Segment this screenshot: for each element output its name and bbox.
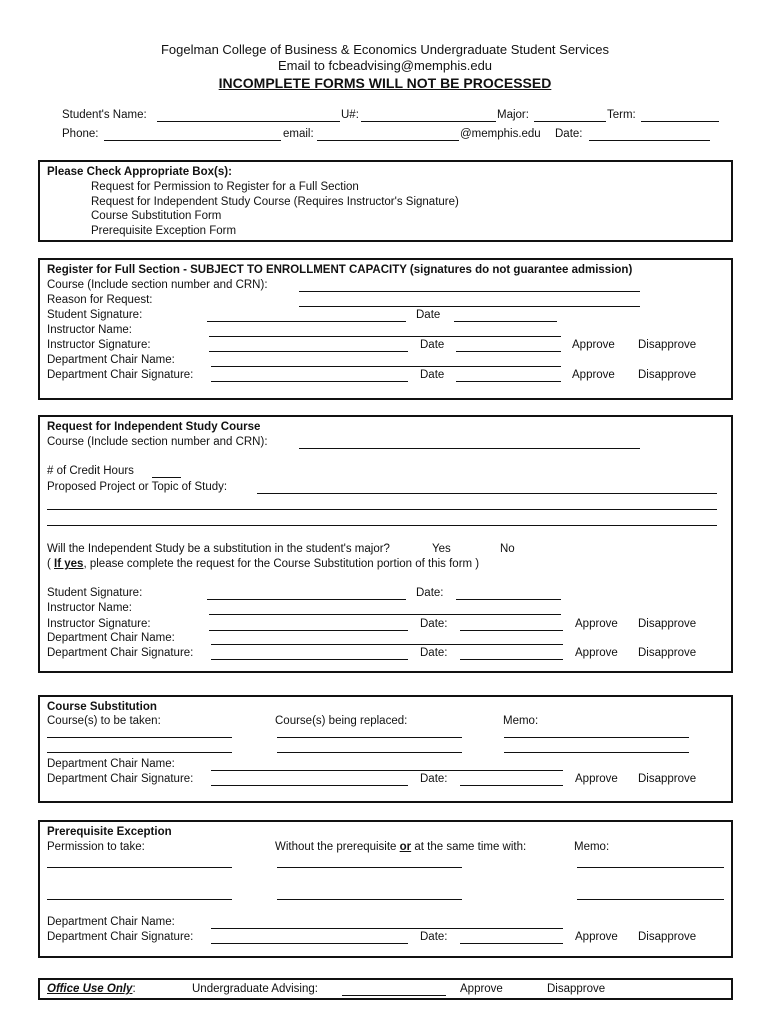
full-reason-field[interactable] [299,306,640,307]
independent-course-field[interactable] [299,448,640,449]
full-instructor-date-label: Date [420,339,445,351]
full-section-title: Register for Full Section - SUBJECT TO ENROLLMENT CAPACITY (signatures do not guarantee admission) [47,264,633,276]
phone-field[interactable] [104,140,281,141]
advising-field[interactable] [342,995,446,996]
permission-to-take-label: Permission to take: [47,841,145,853]
full-instructor-name-label: Instructor Name: [47,324,132,336]
office-use-label: Office Use Only: [47,983,136,995]
substitution-memo-field-2[interactable] [504,752,689,753]
independent-course-label: Course (Include section number and CRN): [47,436,268,448]
full-student-sig-field[interactable] [207,321,406,322]
check-option-course-substitution[interactable]: Course Substitution Form [91,210,222,222]
substitution-memo-label: Memo: [503,715,539,727]
substitution-yes[interactable]: Yes [432,543,451,555]
u-number-field[interactable] [361,121,496,122]
course-substitution-box [38,695,733,803]
office-use-box [38,978,733,1000]
student-date-label: Date: [555,128,583,140]
prerequisite-chair-name-label: Department Chair Name: [47,916,175,928]
project-label: Proposed Project or Topic of Study: [47,481,228,493]
major-field[interactable] [534,121,606,122]
independent-chair-sig-field[interactable] [211,659,408,660]
independent-chair-name-label: Department Chair Name: [47,632,175,644]
full-student-sig-label: Student Signature: [47,309,143,321]
courses-taken-field-1[interactable] [47,737,232,738]
check-option-full-section[interactable]: Request for Permission to Register for a Full Section [91,181,359,193]
major-label: Major: [497,109,529,121]
independent-chair-sig-label: Department Chair Signature: [47,647,194,659]
full-instructor-approve[interactable]: Approve [572,339,615,351]
substitution-question: Will the Independent Study be a substitution in the student's major? [47,543,390,555]
substitution-chair-sig-field[interactable] [211,785,408,786]
independent-student-sig-field[interactable] [207,599,406,600]
project-field-3[interactable] [47,525,717,526]
term-label: Term: [607,109,636,121]
substitution-disapprove[interactable]: Disapprove [638,773,697,785]
full-chair-sig-label: Department Chair Signature: [47,369,194,381]
full-chair-name-label: Department Chair Name: [47,354,175,366]
independent-instructor-name-field[interactable] [209,614,561,615]
credit-hours-field[interactable] [152,477,181,478]
courses-taken-field-2[interactable] [47,752,232,753]
substitution-note: ( If yes, please complete the request for the Course Substitution portion of this form ) [47,558,480,570]
term-field[interactable] [641,121,719,122]
header-warning: INCOMPLETE FORMS WILL NOT BE PROCESSED [218,75,552,91]
check-option-prerequisite[interactable]: Prerequisite Exception Form [91,225,237,237]
check-option-independent-study[interactable]: Request for Independent Study Course (Requires Instructor's Signature) [91,196,459,208]
independent-student-sig-label: Student Signature: [47,587,143,599]
courses-replaced-field-2[interactable] [277,752,462,753]
full-reason-label: Reason for Request: [47,294,153,306]
prerequisite-date-label: Date: [420,931,448,943]
full-instructor-name-field[interactable] [209,336,561,337]
independent-chair-name-field[interactable] [211,644,563,645]
advising-label: Undergraduate Advising: [192,983,318,995]
prerequisite-title: Prerequisite Exception [47,826,172,838]
independent-instructor-sig-label: Instructor Signature: [47,618,151,630]
full-chair-disapprove[interactable]: Disapprove [638,369,697,381]
full-course-field[interactable] [299,291,640,292]
substitution-chair-sig-label: Department Chair Signature: [47,773,194,785]
permission-field-1[interactable] [47,867,232,868]
email-label: email: [283,128,314,140]
header-email: Email to fcbeadvising@memphis.edu [277,58,493,73]
independent-instructor-sig-field[interactable] [209,630,408,631]
student-date-field[interactable] [589,140,710,141]
substitution-chair-name-field[interactable] [211,770,563,771]
u-number-label: U#: [341,109,359,121]
without-prerequisite-label: Without the prerequisite or at the same time with: [275,841,527,853]
header-college: Fogelman College of Business & Economics Undergraduate Student Services [160,42,610,57]
courses-replaced-field-1[interactable] [277,737,462,738]
full-instructor-disapprove[interactable]: Disapprove [638,339,697,351]
student-name-field[interactable] [157,121,340,122]
or-emphasis: or [399,841,412,853]
substitution-chair-name-label: Department Chair Name: [47,758,175,770]
full-chair-approve[interactable]: Approve [572,369,615,381]
check-title: Please Check Appropriate Box(s): [47,166,232,178]
independent-student-date-field[interactable] [456,599,561,600]
substitution-title: Course Substitution [47,701,157,713]
without-prereq-field-2[interactable] [277,899,462,900]
independent-chair-date-label: Date: [420,647,448,659]
independent-chair-date-field[interactable] [460,659,563,660]
independent-student-date-label: Date: [416,587,444,599]
full-instructor-sig-label: Instructor Signature: [47,339,151,351]
substitution-approve[interactable]: Approve [575,773,618,785]
phone-label: Phone: [62,128,99,140]
prerequisite-chair-name-field[interactable] [211,928,563,929]
substitution-date-field[interactable] [460,785,563,786]
independent-chair-disapprove[interactable]: Disapprove [638,647,697,659]
office-disapprove[interactable]: Disapprove [547,983,606,995]
full-course-label: Course (Include section number and CRN): [47,279,268,291]
prerequisite-approve[interactable]: Approve [575,931,618,943]
without-prereq-field-1[interactable] [277,867,462,868]
courses-taken-label: Course(s) to be taken: [47,715,161,727]
full-chair-sig-field[interactable] [211,381,408,382]
substitution-date-label: Date: [420,773,448,785]
prerequisite-memo-label: Memo: [574,841,610,853]
full-student-date-label: Date [416,309,441,321]
substitution-memo-field-1[interactable] [504,737,689,738]
full-student-date-field[interactable] [454,321,557,322]
office-approve[interactable]: Approve [460,983,503,995]
prerequisite-memo-field-1[interactable] [577,867,724,868]
prerequisite-date-field[interactable] [460,943,563,944]
independent-title: Request for Independent Study Course [47,421,261,433]
project-field-1[interactable] [257,493,717,494]
full-chair-date-label: Date [420,369,445,381]
credit-hours-label: # of Credit Hours [47,465,134,477]
courses-replaced-label: Course(s) being replaced: [275,715,408,727]
email-domain: @memphis.edu [460,128,541,140]
if-yes-emphasis: If yes [54,558,84,570]
project-field-2[interactable] [47,509,717,510]
independent-chair-approve[interactable]: Approve [575,647,618,659]
full-chair-name-field[interactable] [211,366,561,367]
full-instructor-sig-field[interactable] [209,351,408,352]
check-box-section [38,160,733,242]
prerequisite-box [38,820,733,958]
student-name-label: Student's Name: [62,109,147,121]
independent-instructor-name-label: Instructor Name: [47,602,132,614]
prerequisite-chair-sig-field[interactable] [211,943,408,944]
substitution-no[interactable]: No [500,543,515,555]
independent-instructor-approve[interactable]: Approve [575,618,618,630]
full-section-box [38,258,733,400]
independent-study-box [38,415,733,673]
independent-instructor-date-label: Date: [420,618,448,630]
full-chair-date-field[interactable] [456,381,561,382]
full-instructor-date-field[interactable] [456,351,561,352]
permission-field-2[interactable] [47,899,232,900]
email-field[interactable] [317,140,459,141]
independent-instructor-date-field[interactable] [460,630,563,631]
prerequisite-chair-sig-label: Department Chair Signature: [47,931,194,943]
prerequisite-memo-field-2[interactable] [577,899,724,900]
prerequisite-disapprove[interactable]: Disapprove [638,931,697,943]
independent-instructor-disapprove[interactable]: Disapprove [638,618,697,630]
